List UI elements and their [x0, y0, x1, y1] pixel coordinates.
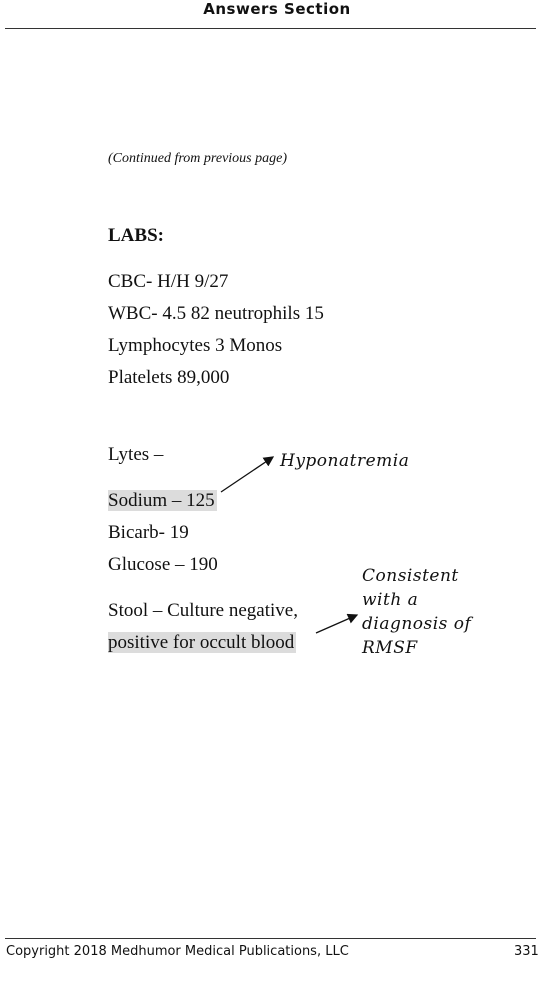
section-header: Answers Section	[203, 0, 351, 18]
lab-line-cbc: CBC- H/H 9/27	[108, 271, 229, 292]
lab-line-lymphocytes: Lymphocytes 3 Monos	[108, 335, 283, 356]
rmsf-line-2: with a	[362, 590, 419, 610]
stool-line-2	[108, 632, 296, 654]
hyponatremia-annotation: Hyponatremia	[280, 451, 410, 471]
sodium-highlight: Sodium – 125	[108, 490, 215, 511]
lab-line-wbc: WBC- 4.5 82 neutrophils 15	[108, 303, 324, 324]
rmsf-line-4: RMSF	[362, 638, 418, 658]
lytes-label: Lytes –	[108, 444, 164, 465]
rmsf-line-3: diagnosis of	[362, 614, 472, 634]
arrow-to-rmsf	[316, 615, 357, 633]
header-divider	[5, 28, 536, 29]
rmsf-annotation	[362, 564, 471, 660]
continued-note: (Continued from previous page)	[108, 151, 287, 166]
labs-heading: LABS:	[108, 225, 164, 246]
copyright-text: Copyright 2018 Medhumor Medical Publications, LLC	[6, 944, 349, 959]
rmsf-line-1: Consistent	[362, 566, 459, 586]
footer-divider	[5, 938, 536, 939]
bicarb-line: Bicarb- 19	[108, 522, 189, 543]
sodium-line	[108, 490, 217, 512]
stool-highlight: positive for occult blood	[108, 632, 295, 653]
stool-line-1: Stool – Culture negative,	[108, 600, 298, 621]
glucose-line: Glucose – 190	[108, 554, 218, 575]
page-number: 331	[514, 944, 539, 959]
arrow-to-hyponatremia	[221, 457, 273, 492]
lab-line-platelets: Platelets 89,000	[108, 367, 230, 388]
